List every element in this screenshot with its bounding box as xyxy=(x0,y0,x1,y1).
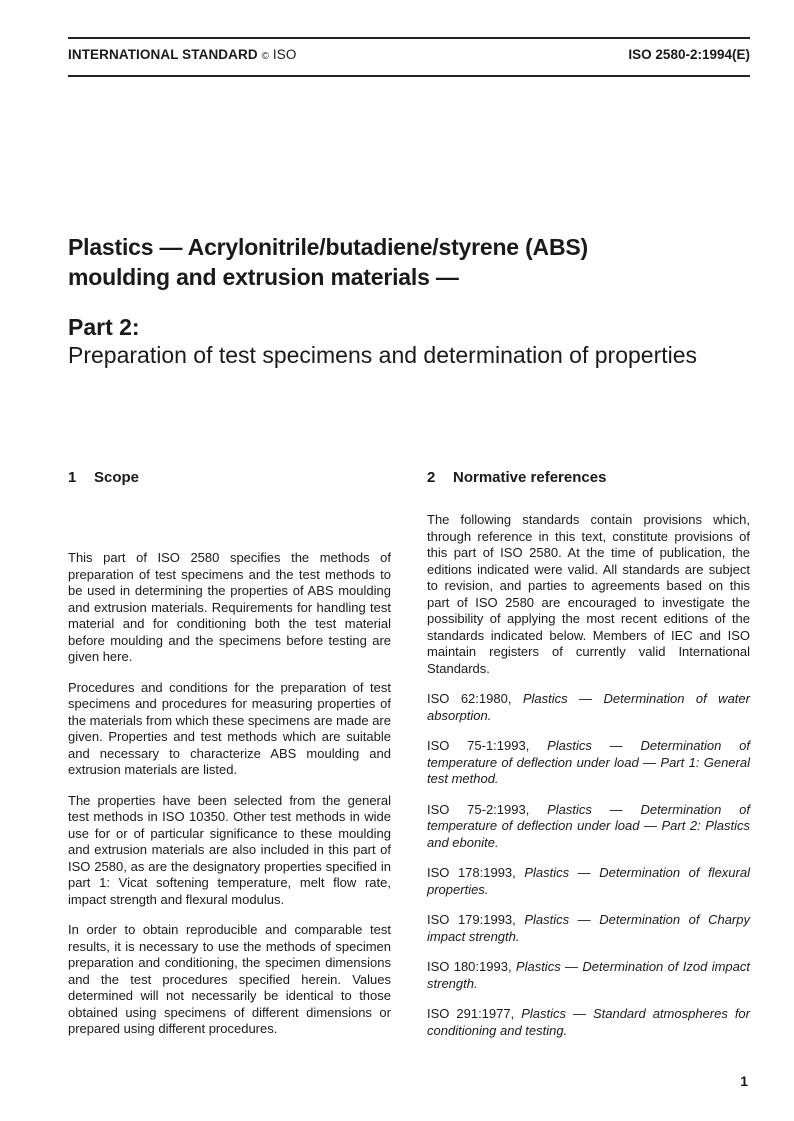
reference-code: ISO 178:1993, xyxy=(427,865,516,880)
normative-number: 2 xyxy=(427,469,436,486)
reference-item xyxy=(427,912,750,945)
document-title xyxy=(68,232,758,292)
reference-item xyxy=(427,802,750,852)
scope-heading xyxy=(68,470,391,490)
reference-code: ISO 291:1977, xyxy=(427,1006,515,1021)
reference-item xyxy=(427,1006,750,1039)
normative-heading xyxy=(427,470,750,490)
part-subtitle: Preparation of test specimens and determination of properties xyxy=(68,342,698,368)
scope-paragraph: Procedures and conditions for the preparation of test specimens and procedures for measuring properties of the materials from which these specimens are made are given. Properties and test methods which are suitable and necessary to characterize ABS moulding and extrusion materials are listed. xyxy=(68,679,391,777)
copyright-symbol: © xyxy=(261,51,270,62)
reference-code: ISO 180:1993, xyxy=(427,959,512,974)
header-bottom-rule xyxy=(68,75,750,77)
scope-number: 1 xyxy=(68,469,77,486)
page-number: 1 xyxy=(740,1073,748,1089)
reference-title: Plastics — Determination of water absorption. xyxy=(427,691,750,723)
reference-item xyxy=(427,691,750,724)
part-label: Part 2: xyxy=(68,314,140,340)
reference-code: ISO 75-1:1993, xyxy=(427,738,530,753)
reference-title: Plastics — Determination of Charpy impact strength. xyxy=(427,912,750,944)
header-standard-number: ISO 2580-2:1994(E) xyxy=(628,47,750,62)
header-top-rule xyxy=(68,37,750,39)
reference-title: Plastics — Determination of temperature of deflection under load — Part 2: Plastics and ebonite. xyxy=(427,801,750,850)
title-line-2: moulding and extrusion materials — xyxy=(68,264,459,290)
reference-item xyxy=(427,959,750,992)
header-org: ISO xyxy=(272,47,297,62)
normative-title: Normative references xyxy=(453,469,607,486)
reference-title: Plastics — Determination of flexural properties. xyxy=(427,865,750,897)
reference-title: Plastics — Determination of Izod impact strength. xyxy=(427,959,750,991)
reference-code: ISO 179:1993, xyxy=(427,912,516,927)
scope-paragraph: In order to obtain reproducible and comparable test results, it is necessary to use the methods of specimen preparation and conditioning, the specimen dimensions and the test procedures specified herein. Values determined will not necessarily be identical to those obtained using specimens of different dimensions or prepared using different procedures. xyxy=(68,922,391,1036)
header-standard-label: INTERNATIONAL STANDARD xyxy=(68,47,258,62)
reference-item xyxy=(427,865,750,898)
normative-references-column xyxy=(427,470,750,1053)
reference-title: Plastics — Standard atmospheres for conditioning and testing. xyxy=(427,1006,750,1038)
scope-body xyxy=(68,550,391,1038)
title-line-1: Plastics — Acrylonitrile/butadiene/styrene (ABS) xyxy=(68,234,588,260)
normative-body xyxy=(427,512,750,1039)
reference-code: ISO 62:1980, xyxy=(427,691,512,706)
reference-item xyxy=(427,738,750,788)
scope-paragraph: The properties have been selected from the general test methods in ISO 10350. Other test methods in wide use for or of particular significance to these moulding and extrusion materials are also included in this part of ISO 2580, as are the designatory properties specified in part 1: Vicat softening temperature, melt flow rate, impact strength and flexural modulus. xyxy=(68,792,391,907)
scope-paragraph: This part of ISO 2580 specifies the methods of preparation of test specimens and the test methods to be used in determining the properties of ABS moulding and extrusion materials. Requirements for handling test material and for conditioning both the test material before moulding and the specimens before testing are given here. xyxy=(68,550,391,664)
reference-code: ISO 75-2:1993, xyxy=(427,801,530,817)
scope-title: Scope xyxy=(94,469,140,486)
normative-intro: The following standards contain provisions which, through reference in this text, constitute provisions of this part of ISO 2580. At the time of publication, the editions indicated were valid. All standards are subject to revision, and parties to agreements based on this part of ISO 2580 are encouraged to investigate the possibility of applying the most recent editions of the standards indicated below. Members of IEC and ISO maintain registers of currently valid International Standards. xyxy=(427,512,750,676)
reference-title: Plastics — Determination of temperature of deflection under load — Part 1: General test method. xyxy=(427,738,750,786)
header-left xyxy=(68,47,296,62)
scope-column xyxy=(68,470,391,1052)
